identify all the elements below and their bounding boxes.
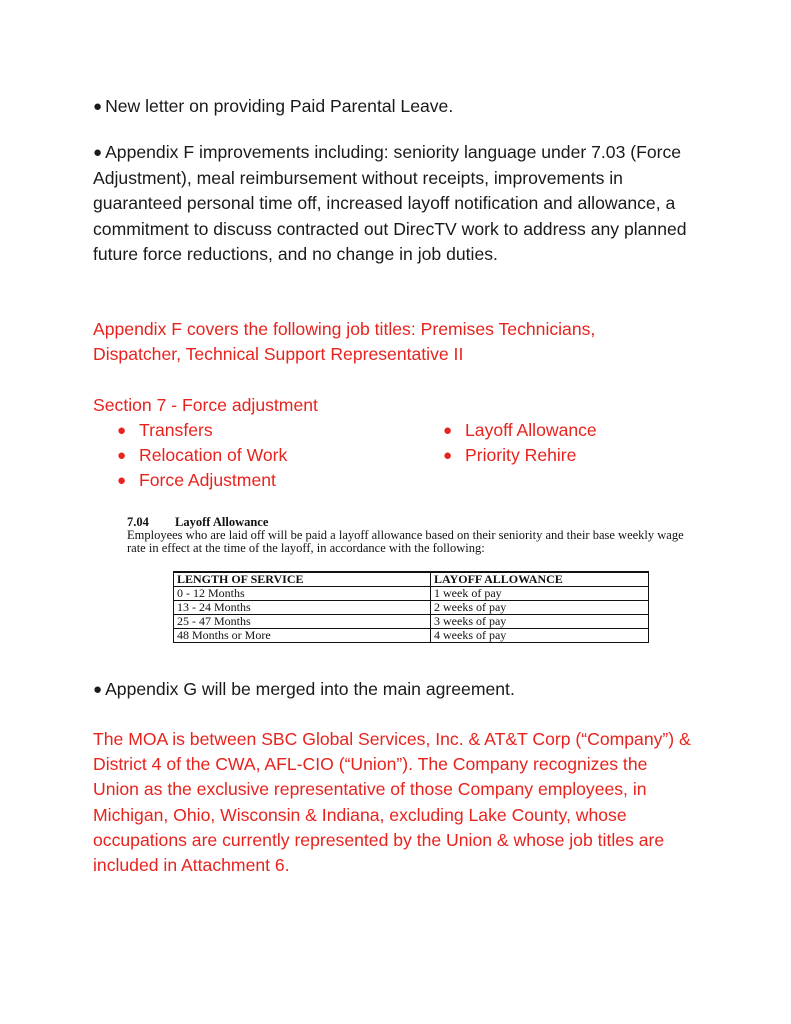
column-header: LENGTH OF SERVICE xyxy=(174,572,431,587)
bullet-paid-parental-leave: ● New letter on providing Paid Parental Leave. xyxy=(93,96,454,116)
list-item: ● Priority Rehire xyxy=(441,443,597,468)
section7-heading: Section 7 - Force adjustment xyxy=(93,395,318,415)
table-cell: 13 - 24 Months xyxy=(174,601,431,615)
table-cell: 48 Months or More xyxy=(174,629,431,643)
list-item: ● Layoff Allowance xyxy=(441,418,597,443)
section7-list-left xyxy=(115,418,287,494)
section7-list-right xyxy=(441,418,597,468)
bullet-dot-icon: ● xyxy=(93,681,103,698)
column-header: LAYOFF ALLOWANCE xyxy=(431,572,649,587)
bullet-dot-icon: ● xyxy=(117,422,127,439)
table-cell: 0 - 12 Months xyxy=(174,587,431,601)
bullet-dot-icon: ● xyxy=(443,422,453,439)
bullet-dot-icon: ● xyxy=(117,472,127,490)
appendix-f-job-titles-note: Appendix F covers the following job titles: Premises Technicians, Dispatcher, Technical Support Representative II xyxy=(93,319,596,365)
table-row xyxy=(174,601,649,615)
table-row xyxy=(174,587,649,601)
bullet-appendix-g: ● Appendix G will be merged into the main agreement. xyxy=(93,679,515,699)
section-number: 7.04 xyxy=(127,515,149,529)
layoff-allowance-excerpt xyxy=(120,515,698,645)
bullet-dot-icon: ● xyxy=(117,447,127,465)
layoff-allowance-table xyxy=(173,571,649,643)
bullet-dot-icon: ● xyxy=(93,98,103,115)
table-cell: 2 weeks of pay xyxy=(431,601,649,615)
bullet-dot-icon: ● xyxy=(443,447,453,465)
table-cell: 25 - 47 Months xyxy=(174,615,431,629)
table-row xyxy=(174,629,649,643)
excerpt-heading xyxy=(120,515,698,529)
list-item: ● Relocation of Work xyxy=(115,443,287,468)
table-cell: 1 week of pay xyxy=(431,587,649,601)
moa-paragraph: The MOA is between SBC Global Services, Inc. & AT&T Corp (“Company”) & District 4 of the CWA, AFL-CIO (“Union”). The Company recognizes the Union as the exclusive representative of those Company employees, in Michigan, Ohio, Wisconsin & Indiana, excluding Lake County, whose occupations are currently represented by the Union & whose job titles are included in Attachment 6. xyxy=(93,729,691,876)
table-cell: 4 weeks of pay xyxy=(431,629,649,643)
table-header-row xyxy=(174,572,649,587)
bullet-appendix-f-improvements: ● Appendix F improvements including: seniority language under 7.03 (Force Adjustment), meal reimbursement without receipts, improvements in guaranteed personal time off, increased layoff notification and allowance, a commitment to discuss contracted out DirecTV work to address any planned future force reductions, and no change in job duties. xyxy=(93,142,687,264)
excerpt-body: Employees who are laid off will be paid a layoff allowance based on their seniority and their base weekly wage rate in effect at the time of the layoff, in accordance with the following: xyxy=(127,528,684,555)
section-title: Layoff Allowance xyxy=(175,515,269,529)
table-cell: 3 weeks of pay xyxy=(431,615,649,629)
bullet-dot-icon: ● xyxy=(93,144,103,161)
table-row xyxy=(174,615,649,629)
list-item: ● Force Adjustment xyxy=(115,468,287,493)
list-item: ● Transfers xyxy=(115,418,287,443)
